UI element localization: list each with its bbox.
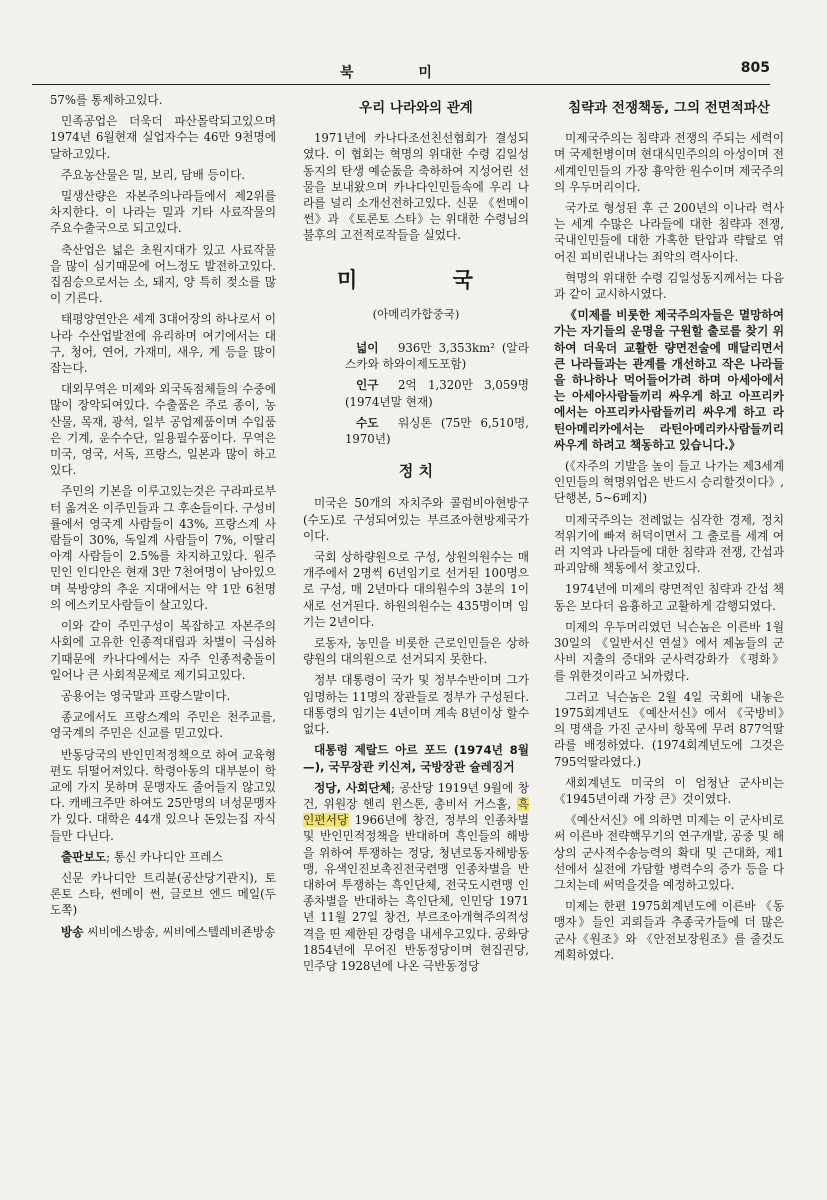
fact-capital — [303, 415, 529, 447]
paragraph: 대외무역은 미제와 외국독점체들의 수중에 많이 장악되여있다. 수출품은 주로 종이, 농산물, 목재, 광석, 일부 공업제품이며 수입품은 기계, 운수수단, 일용필수품이다. 무역은 미국, 영국, 서독, 프랑스, 일본과 많이 하고있다. — [50, 382, 276, 478]
quote-paragraph: 《미제를 비롯한 제국주의자들은 멸망하여가는 자기들의 운명을 구원할 출로를 찾기 위하여 더욱더 교활한 량면전술에 매달리면서 큰 나라들과는 관계를 개선하고 작은 나라들을 하나하나 먹어들어가려 하며 아세아에서는 아세아사람들끼리 싸우게 하고 아프리카에서는 아프리카사람들끼리 싸우게 하고 라틴아메리카에서는 라틴아메리카사람들끼리 싸우게 하려고 책동하고 있습니다.》 — [554, 308, 784, 452]
quote-source: (《자주의 기발을 높이 들고 나가는 제3세계인민들의 혁명위업은 반드시 승리할것이다》, 단행본, 5~6페지) — [554, 459, 784, 506]
running-head: 북 미 — [340, 65, 462, 81]
fact-label: 수도 — [356, 415, 379, 430]
paragraph: 주민의 기본을 이루고있는것은 구라파로부터 옮겨온 이주민들과 그 후손들이다. 구성비률에서 영국계 사람들이 43%, 프랑스계 사람들이 30%, 독일계 사람들이 7%, 이딸리아계 사람들이 2.5%를 차지하고있다. 원주민인 인디안은 현재 3만 7천여명이 남아있으며 북방양의 추운 지대에서는 약 1만 6천명의 에스키모사람들이 살고있다. — [50, 484, 276, 612]
paragraph: 혁명의 위대한 수령 김일성동지께서는 다음과 같이 교시하시였다. — [554, 270, 784, 302]
parties-label: 정당, 사회단체 — [314, 780, 391, 795]
broadcast-paragraph — [50, 924, 276, 940]
paragraph: 태평양연안은 세계 3대어장의 하나로서 이 나라 수산업발전에 유리하며 여기에서는 대구, 청어, 연어, 가재미, 새우, 게 등을 많이 잡는다. — [50, 312, 276, 376]
paragraph: 1974년에 미제의 량면적인 침략과 간섭 책동은 보다더 음흉하고 교활하게 감행되였다. — [554, 582, 784, 613]
paragraph: 종교에서도 프랑스계의 주민은 천주교를, 영국계의 주민은 신교를 믿고있다. — [50, 710, 276, 741]
paragraph: 로동자, 농민을 비롯한 근로인민들은 상하량원의 대의원으로 선거되지 못한다. — [303, 636, 529, 667]
paragraph: 미제국주의는 전례없는 심각한 경제, 정치적위기에 빠져 허덕이면서 그 출로를 세계 여러 지역과 나라들에 대한 침략과 전쟁, 간섭과 파괴암해 책동에서 찾고있다. — [554, 512, 784, 576]
paragraph: 신문 카나디안 트리뷴(공산당기관지), 토론토 스타, 썬메이 썬, 글로브 엔드 메일(두도쪽) — [50, 870, 276, 918]
page-header — [32, 58, 770, 82]
paragraph: 미제의 우두머리였던 닉슨놈은 이른바 1월 30일의 《일반서신 연설》에서 제놈들의 군사비 지출의 증대와 군사력강화가 《평화》를 위한것이라고 뇌까렸다. — [554, 619, 784, 683]
press-label: 출판보도 — [61, 849, 107, 864]
broadcast-text: 씨비에스방송, 씨비에스텔레비죤방송 — [83, 924, 276, 939]
header-rule — [32, 84, 770, 85]
fact-area — [303, 340, 529, 372]
paragraph: 민족공업은 더욱더 파산몰락되고있으며 1974년 6월현재 실업자수는 46만 9천명에 달하고있다. — [50, 114, 276, 161]
country-title: 미 국 — [337, 267, 517, 292]
paragraph: 이와 같이 주민구성이 복잡하고 자본주의사회에 고유한 인종적대립과 차별이 극심하기때문에 카나다에서는 자주 인종적충돌이 일어나 큰 사회적문제로 제기되고있다. — [50, 619, 276, 682]
press-paragraph — [50, 849, 276, 865]
column-1 — [50, 92, 276, 1160]
press-text: ; 통신 카나디안 프레스 — [106, 849, 223, 864]
fact-value: 2억 1,320만 3,059명 (1974년말 현재) — [345, 378, 529, 409]
paragraph: 축산업은 넓은 초원지대가 있고 사료작물을 많이 심기때문에 어느정도 발전하고있다. 집짐승으로서는 소, 돼지, 양 특히 젖소를 많이 기른다. — [50, 242, 276, 306]
fact-label: 인구 — [356, 378, 379, 393]
fact-population — [303, 377, 529, 409]
fact-value: 워싱톤 (75만 6,510명, 1970년) — [345, 415, 529, 447]
paragraph: 미제국주의는 침략과 전쟁의 주되는 세력이며 국제헌병이며 현대식민주의의 아성이며 전세계인민들의 가장 흉악한 원수이며 제국주의의 우두머리이다. — [554, 131, 784, 194]
broadcast-label: 방송 — [61, 924, 84, 939]
paragraph: 반동당국의 반인민적정책으로 하여 교육형편도 뒤떨어져있다. 학령아동의 대부분이 학교에 가지 못하며 문맹자도 줄어들지 않고있다. 캐베크주만 하여도 25만명의 녀성문맹자가 있다. 대학은 44개 있으나 돈있는집 자식들만 다닌다. — [50, 747, 276, 843]
country-subtitle: (아메리카합중국) — [372, 306, 460, 321]
paragraph: 1971년에 카나다조선친선협회가 결성되였다. 이 협회는 혁명의 위대한 수령 김일성동지의 탄생 예순돐을 축하하여 지성어린 선물을 보내왔으며 카나다인민들속에 우리 나라를 널리 소개선전하고있다. 신문 《썬메이 썬》과 《토론토 스타》는 위대한 수령님의 불후의 고전적로작들을 실었다. — [303, 131, 529, 243]
parties-paragraph — [303, 780, 529, 974]
paragraph: 국회 상하량원으로 구성, 상원의원수는 매개주에서 2명씩 6년임기로 선거된 100명으로 구성, 매 2년마다 대의원수의 3분의 1이 새로 선거된다. 하원의원수는 435명이며 임기는 2년이다. — [303, 550, 529, 629]
column-3 — [554, 92, 784, 1160]
paragraph: 대통령 제랄드 아르 포드 (1974년 8월—), 국무장관 키신져, 국방장관 슐레징거 — [303, 743, 529, 774]
page-number: 805 — [740, 60, 770, 76]
paragraph: 미국은 50개의 자치주와 콜럼비아현방구(수도)로 구성되여있는 부르죠아현방제국가이다. — [303, 496, 529, 543]
paragraph: 국가로 형성된 후 근 200년의 이나라 력사는 세계 수많은 나라들에 대한 침략과 전쟁, 국내인민들에 대한 가혹한 탄압과 략탈로 엮어진 피비린내나는 죄악의 력사이다. — [554, 201, 784, 264]
paragraph: 미제는 한편 1975회계년도에 이른바 《동맹자》들인 괴뢰들과 추종국가들에 더 많은 군사《원조》와 《안전보장원조》를 줄것도 계획하였다. — [554, 899, 784, 962]
section-heading: 침략과 전쟁책동, 그의 전면적파산 — [568, 100, 770, 116]
paragraph: 《예산서신》에 의하면 미제는 이 군사비로써 이른바 전략핵무기의 연구개발, 공중 및 해상의 군사적수송능력의 확대 및 근대화, 제1선에서 실전에 가담할 병력수의 증가 등을 다그치는데 써먹을것을 예정하고있다. — [554, 813, 784, 892]
fact-label: 넓이 — [356, 341, 379, 356]
paragraph: 57%를 통제하고있다. — [50, 93, 163, 107]
paragraph: 그러고 닉슨놈은 2월 4일 국회에 내놓은 1975회계년도 《예산서신》에서 《국방비》의 명색을 가진 군사비 항목에 무려 877억딸라를 배정하였다. (1974회계년도에 그것은 795억딸라였다.) — [554, 689, 784, 769]
relations-heading: 우리 나라와의 관계 — [359, 100, 473, 116]
fact-value: 936만 3,353km² (알라스카와 하와이제도포함) — [345, 341, 529, 372]
parties-text: ; 공산당 1919년 9월에 창건, 위원장 헨리 윈스톤, 총비서 거스홀, 흑인편서당 1966년에 창건, 정부의 인종차별 및 반인민적정책을 반대하며 흑인들의 해방을 위하여 투쟁하는 정당, 청년로동자해방동맹, 유색인진보촉진전국련맹 인종차별을 반대하여 투쟁하는 흑인단체, 전국도시련맹 인종차별을 반대하는 흑인단체, 인민당 1971년 11월 27일 창건, 부르조아개혁주의적성격을 띤 제한된 강령을 내세우고있다. 공화당 1854년에 무어진 반동정당이며 현집권당, 민주당 1928년에 나온 극반동정당 — [303, 780, 529, 973]
paragraph: 새회계년도 미국의 이 엄청난 군사비는 《1945년이래 가장 큰》것이였다. — [554, 775, 784, 806]
paragraph: 밀생산량은 자본주의나라들에서 제2위를 차지한다. 이 나라는 밀과 기타 사료작물의 주요수출국으로 되고있다. — [50, 189, 276, 236]
highlighted-term: 흑인편서당 — [303, 796, 529, 828]
paragraph: 주요농산물은 밀, 보리, 담배 등이다. — [61, 167, 246, 182]
paragraph: 공용어는 영국말과 프랑스말이다. — [61, 688, 231, 703]
column-2 — [303, 92, 529, 1160]
paragraph: 정부 대통령이 국가 및 정부수반이며 그가 임명하는 11명의 장관들로 정부가 구성된다. 대통령의 임기는 4년이며 계속 8년이상 할수 없다. — [303, 673, 529, 737]
politics-heading: 정 치 — [398, 462, 434, 481]
